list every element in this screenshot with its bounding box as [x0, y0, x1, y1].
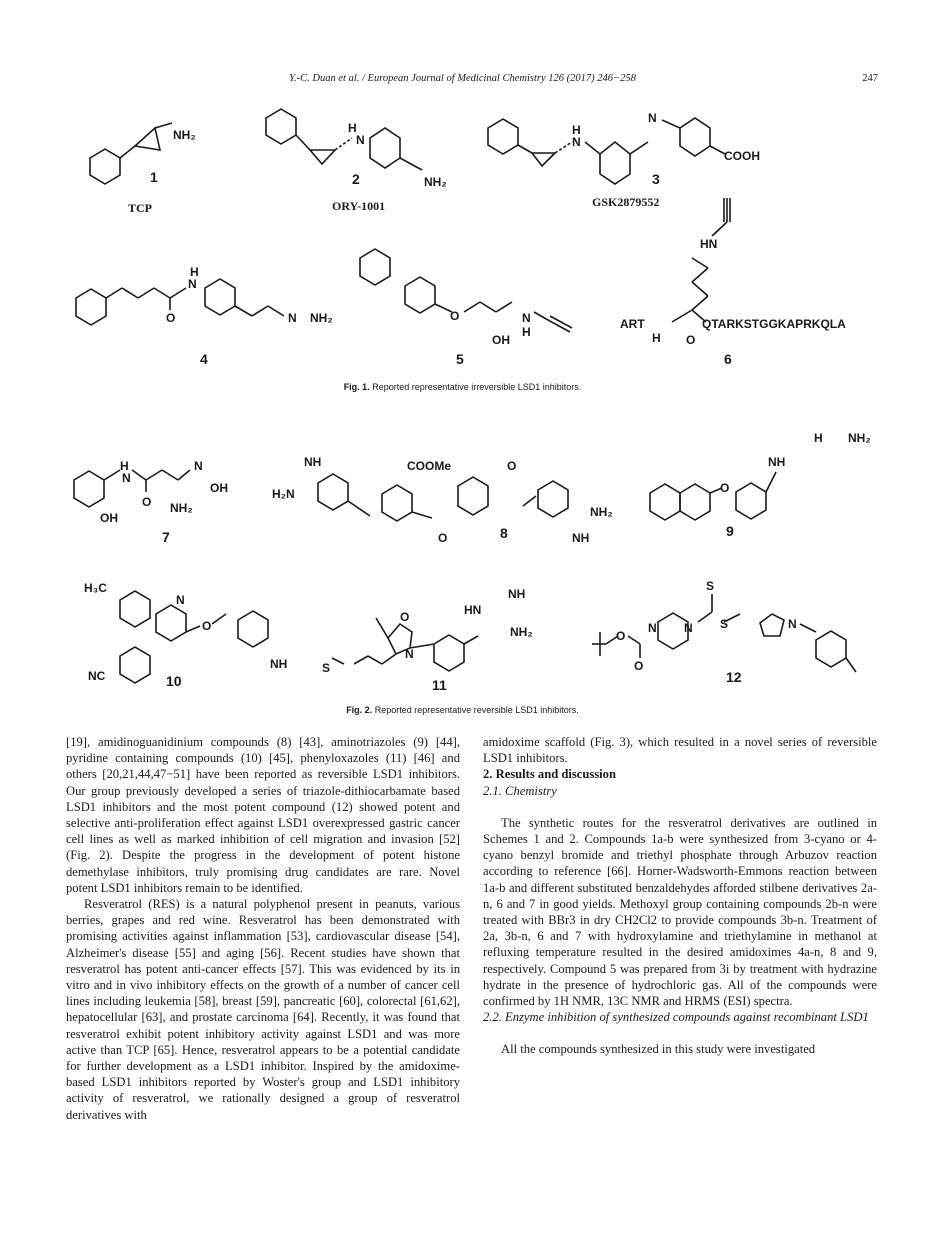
compound-7-o: O: [142, 495, 152, 509]
compound-5-n: N: [522, 311, 531, 325]
figure-1-caption-label: Fig. 1.: [343, 382, 370, 392]
compound-3-n: N: [572, 135, 581, 149]
compound-12-s: S: [706, 579, 715, 593]
compound-2-structure: [266, 109, 422, 170]
compound-11-nh: NH: [508, 587, 526, 601]
figure-2-structures: [60, 418, 880, 702]
compound-6-art: ART: [620, 317, 645, 331]
left-column: [66, 734, 460, 1123]
compound-3-number: 3: [652, 171, 660, 187]
compound-5-structure: [360, 249, 572, 332]
left-paragraph-1: [19], amidinoguanidinium compounds (8) [43], aminotriazoles (9) [44], pyridine containing compounds (10) [45], phenyloxazoles (11) [46] and others [20,21,44,47−51] have been reported as reversible LSD1 inhibitors. Our group previously developed a series of triazole-dithiocarbamate based LSD1 inhibitors and the most potent compound (12) showed potent and selective anti-proliferation effect against LSD1 overexpressed gastric cancer cell lines as well as marked inhibition of cell migration and invasion [52] (Fig. 2). Despite the progress in the development of potent histone demethylase inhibitors, truly promising drug candidates are rare. Novel potent LSD1 inhibitors remain to be identified.: [66, 735, 460, 895]
right-paragraph-3: All the compounds synthesized in this study were investigated: [501, 1042, 816, 1057]
compound-2-h: H: [348, 121, 357, 135]
compound-1-number: 1: [150, 169, 158, 185]
compound-7-oh2: OH: [100, 511, 118, 525]
compound-9-o: O: [720, 481, 730, 495]
compound-10-nh: NH: [270, 657, 288, 671]
compound-12-number: 12: [726, 669, 742, 685]
figure-2-caption: [0, 705, 925, 715]
compound-5-o: O: [450, 309, 460, 323]
compound-10-number: 10: [166, 673, 182, 689]
compound-11-hn: HN: [464, 603, 482, 617]
compound-8-structure: [318, 474, 568, 521]
compound-7-n2: N: [194, 459, 203, 473]
compound-8-nh2: NH₂: [590, 505, 613, 519]
compound-2-name: ORY-1001: [332, 199, 386, 213]
compound-11-o: O: [400, 610, 410, 624]
compound-11-nh2: NH₂: [510, 625, 533, 639]
compound-12-s2: S: [720, 617, 729, 631]
compound-3-structure: [488, 118, 725, 184]
compound-12-n3: N: [788, 617, 797, 631]
compound-11-number: 11: [432, 677, 447, 693]
figure-2-caption-text: Reported representative reversible LSD1 inhibitors.: [372, 705, 579, 715]
figure-1: [60, 98, 880, 394]
left-paragraph-2: Resveratrol (RES) is a natural polyphenol present in peanuts, various berries, grapes and red wine. Resveratrol has been demonstrated with promising activities against inflammation [53], cardiovascular disease [54], Alzheimer's disease [55] and aging [56]. Recent studies have shown that resveratrol has potent anti-cancer effects [57]. This was evidenced by its in vitro and in vivo inhibitory effects on the growth of a number of cancer cell lines including leukemia [58], breast [59], pancreatic [60], colorectal [61,62], hepatocellular [63], and prostate carcinoma [64]. Recently, it was found that resveratrol exhibit potent inhibitory activity against LSD1 and was more active than TCP [65]. Hence, resveratrol appears to be a potential candidate for further development as a LSD1 inhibitor. Inspired by the amidoxime-based LSD1 inhibitors reported by Woster's group and LSD1 inhibitory activity of resveratrol, we rationally designed a group of resveratrol derivatives with: [66, 897, 460, 1122]
compound-11-structure: [332, 618, 478, 671]
compound-6-h: H: [652, 331, 661, 345]
compound-9-h: H: [814, 431, 823, 445]
right-paragraph-2: The synthetic routes for the resveratrol derivatives are outlined in Schemes 1 and 2. Compounds 1a-b were synthesized from 3-cyano or 4-cyano benzyl bromide and triethyl phosphate through Arbuzov reaction according to reference [66]. Horner-Wadsworth-Emmons reaction between 1a-b and different substituted benzaldehydes afforded stilbene derivatives 2a-n, 6 and 7 in good yields. Methoxyl group containing compounds 2b-n were treated with BBr3 in dry CH2Cl2 to provide compounds 3b-n. Treatment of 2a, 3b-n, 6 and 7 with hydroxylamine and triethylamine in methanol at refluxing temperature resulted in the desired amidoximes 4a-n, 8 and 9, respectively. Compound 5 was prepared from 3i by treatment with hydrazine hydrate in the presence of hydrochloric gas. All of the compounds were confirmed by 1H NMR, 13C NMR and HRMS (ESI) spectra.: [483, 815, 877, 1009]
compound-10-nc: NC: [88, 669, 106, 683]
compound-4-o: O: [166, 311, 176, 325]
compound-1-nh2: NH₂: [173, 128, 196, 142]
figure-2: [60, 418, 880, 718]
compound-7-oh: OH: [210, 481, 228, 495]
compound-4-structure: [76, 279, 284, 325]
compound-6-o: O: [686, 333, 696, 347]
compound-7-number: 7: [162, 529, 170, 545]
section-heading-2: 2. Results and discussion: [483, 767, 616, 782]
compound-12-n: N: [648, 621, 657, 635]
compound-12-n2: N: [684, 621, 693, 635]
right-column: [483, 734, 877, 1058]
running-header: [0, 68, 925, 88]
compound-6-peptide: QTARKSTGGKAPRKQLA: [702, 317, 846, 331]
compound-4-number: 4: [200, 351, 208, 367]
compound-9-number: 9: [726, 523, 734, 539]
figure-1-structures: [60, 98, 880, 388]
compound-8-o: O: [438, 531, 448, 545]
compound-3-cooh: COOH: [724, 149, 760, 163]
compound-5-oh: OH: [492, 333, 510, 347]
compound-9-nh: NH: [768, 455, 786, 469]
subsection-heading-2-1: 2.1. Chemistry: [483, 783, 557, 798]
compound-12-o: O: [616, 629, 626, 643]
compound-5-number: 5: [456, 351, 464, 367]
compound-4-nh2: NH₂: [310, 311, 333, 325]
compound-12-structure: [592, 594, 856, 672]
compound-2-n: N: [356, 133, 365, 147]
compound-12-o2: O: [634, 659, 644, 673]
subsection-heading-2-2: 2.2. Enzyme inhibition of synthesized compounds against recombinant LSD1: [483, 1010, 869, 1025]
compound-4-n: N: [288, 311, 297, 325]
compound-10-h3c: H₃C: [84, 581, 107, 595]
compound-1-structure: [90, 123, 172, 184]
compound-2-number: 2: [352, 171, 360, 187]
compound-6-number: 6: [724, 351, 732, 367]
figure-2-caption-label: Fig. 2.: [346, 705, 373, 715]
compound-7-nh2: NH₂: [170, 501, 193, 515]
compound-4-n: N: [188, 277, 197, 291]
compound-9-nh2: NH₂: [848, 431, 871, 445]
compound-8-h2n: H₂N: [272, 487, 295, 501]
compound-8-o2: O: [507, 459, 517, 473]
compound-6-structure: [672, 198, 730, 322]
right-paragraph-1: amidoxime scaffold (Fig. 3), which resulted in a novel series of reversible LSD1 inhibitors.: [483, 735, 877, 766]
figure-1-caption: [0, 382, 925, 392]
compound-9-structure: [650, 472, 776, 520]
figure-1-caption-text: Reported representative irreversible LSD1 inhibitors.: [369, 382, 582, 392]
compound-10-n: N: [176, 593, 185, 607]
compound-11-n: N: [405, 647, 414, 661]
compound-3-name: GSK2879552: [592, 195, 660, 209]
compound-4-h: H: [190, 265, 199, 279]
compound-6-hn: HN: [700, 237, 718, 251]
compound-5-h: H: [522, 325, 531, 339]
compound-3-n2: N: [648, 111, 657, 125]
compound-10-structure: [120, 591, 268, 683]
compound-8-nh: NH: [572, 531, 590, 545]
compound-11-s: S: [322, 661, 331, 675]
compound-2-nh2: NH₂: [424, 175, 447, 189]
compound-7-h: H: [120, 459, 129, 473]
compound-7-n: N: [122, 471, 131, 485]
compound-1-name: TCP: [128, 201, 152, 215]
page-number: 247: [862, 73, 878, 84]
journal-citation: Y.-C. Duan et al. / European Journal of Medicinal Chemistry 126 (2017) 246−258: [289, 73, 636, 84]
compound-8-number: 8: [500, 525, 508, 541]
compound-10-o: O: [202, 619, 212, 633]
compound-8-nh: NH: [304, 455, 322, 469]
compound-8-coome: COOMe: [407, 459, 452, 473]
compound-3-h: H: [572, 123, 581, 137]
